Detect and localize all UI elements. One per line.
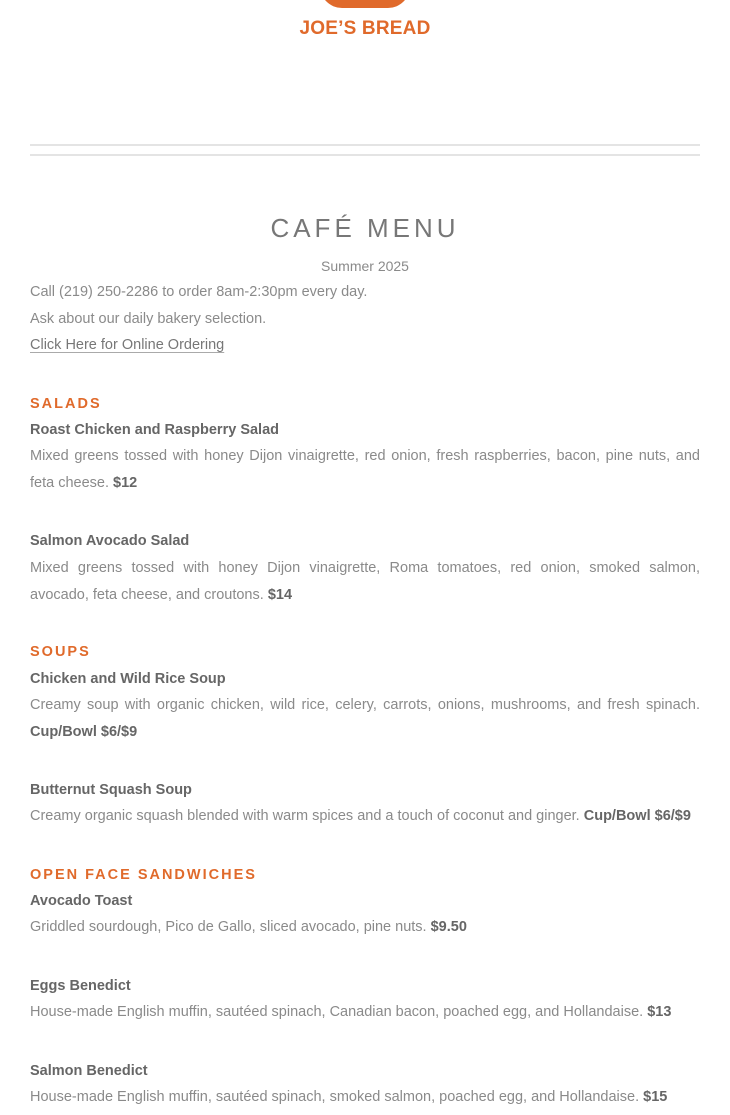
- section-heading-salads: SALADS: [30, 396, 102, 412]
- call-info: Call (219) 250-2286 to order 8am-2:30pm every day.: [30, 284, 368, 300]
- menu-item-name: Avocado Toast: [30, 893, 133, 909]
- menu-item-price: Cup/Bowl $6/$9: [583, 808, 691, 824]
- divider-bottom: [30, 154, 700, 156]
- menu-item-description: House-made English muffin, sautéed spinach, Canadian bacon, poached egg, and Hollandaise. $13: [30, 1004, 672, 1020]
- divider-top: [30, 144, 700, 146]
- menu-item-name: Eggs Benedict: [30, 978, 131, 994]
- menu-item-description: Creamy soup with organic chicken, wild rice, celery, carrots, onions, mushrooms, and fresh spinach. Cup/Bowl $6/$9: [30, 697, 700, 740]
- menu-item-price: $9.50: [430, 919, 467, 935]
- menu-item-name: Roast Chicken and Raspberry Salad: [30, 422, 279, 438]
- menu-item-price: $12: [113, 474, 138, 491]
- menu-item-description: Creamy organic squash blended with warm spices and a touch of coconut and ginger. Cup/Bowl $6/$9: [30, 808, 691, 824]
- logo-text: JOE’S BREAD: [299, 18, 431, 39]
- bakery-info: Ask about our daily bakery selection.: [30, 311, 267, 327]
- menu-item-description: Mixed greens tossed with honey Dijon vinaigrette, Roma tomatoes, red onion, smoked salmon, avocado, feta cheese, and croutons. $14: [30, 560, 700, 603]
- menu-item-name: Salmon Benedict: [30, 1063, 148, 1079]
- logo-mark: [320, 0, 410, 8]
- menu-item-name: Salmon Avocado Salad: [30, 533, 190, 549]
- section-heading-soups: SOUPS: [30, 644, 91, 660]
- online-ordering-link[interactable]: Click Here for Online Ordering: [30, 337, 225, 353]
- section-heading-open-face-sandwiches: OPEN FACE SANDWICHES: [30, 867, 257, 883]
- page-title: CAFÉ MENU: [270, 213, 460, 243]
- page-subtitle: Summer 2025: [321, 258, 409, 274]
- menu-item-price: $15: [643, 1089, 668, 1105]
- menu-item-description: House-made English muffin, sautéed spinach, smoked salmon, poached egg, and Hollandaise. $15: [30, 1089, 668, 1105]
- menu-item-price: $13: [647, 1004, 672, 1020]
- menu-item-name: Chicken and Wild Rice Soup: [30, 671, 226, 687]
- menu-item-description: Mixed greens tossed with honey Dijon vinaigrette, red onion, fresh raspberries, bacon, pine nuts, and feta cheese. $12: [30, 448, 700, 491]
- menu-item-description: Griddled sourdough, Pico de Gallo, sliced avocado, pine nuts. $9.50: [30, 919, 467, 935]
- logo[interactable]: [0, 0, 730, 60]
- menu-item-name: Butternut Squash Soup: [30, 782, 192, 798]
- menu-item-price: $14: [267, 586, 293, 603]
- menu-item-price: Cup/Bowl $6/$9: [30, 723, 138, 740]
